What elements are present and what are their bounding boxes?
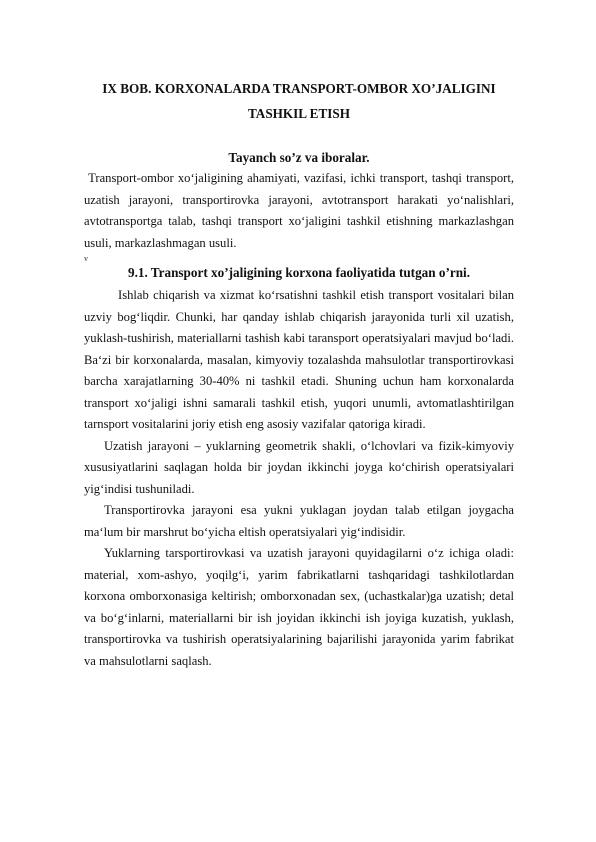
body-paragraph-3: Transportirovka jarayoni esa yukni yuklagan joydan talab etilgan joygacha ma‘lum bir marshrut bo‘yicha eltish operatsiyalari yig‘indisidir. — [84, 503, 514, 539]
document-page — [84, 76, 518, 672]
body-paragraph-4: Yuklarning tarsportirovkasi va uzatish jarayoni quyidagilarni o‘z ichiga oladi: material, xom-ashyo, yoqilg‘i, yarim fabrikatlarni tashqaridagi tashkilotlardan korxona omborxonasiga keltirish; omborxonadan sex, (uchastkalar)ga uzatish; detal va bo‘g‘inlarni, materiallarni bir ish joyidan ikkinchi ish joyiga kuzatish, yuklash, transportirovka va tushirish operatsiyalarining bajarilishi jarayonida yarim fabrikat va mahsulotlarni saqlash. — [84, 546, 514, 668]
margin-marker: v — [84, 254, 88, 263]
body-paragraph-1: Ishlab chiqarish va xizmat ko‘rsatishni tashkil etish transport vositalari bilan uzviy bog‘liqdir. Chunki, har qanday ishlab chiqarish jarayonida turli xil uzatish, yuklash-tushirish, materiallarni tashish kabi taransport operatsiyalari mavjud bo‘ladi. Ba‘zi bir korxonalarda, masalan, kimyoviy tozalashda mahsulotlar transportirovkasi barcha xarajatlarning 30-40% ni tashkil etadi. Shuning uchun ham korxonalarda transport xo‘jaligi ishni samarali tashkil etish, yuqori unumli, avtomatlashtirilgan tarnsport vositalarini joriy etish eng asosiy vazifalar qatoriga kiradi. — [84, 288, 514, 431]
body-paragraph-2: Uzatish jarayoni – yuklarning geometrik shakli, o‘lchovlari va fizik-kimyoviy xususiyatlarini saqlagan holda bir joydan ikkinchi joyga ko‘chirish operatsiyalari yig‘indisi tushuniladi. — [84, 438, 514, 496]
section-heading: 9.1. Transport xo’jaligining korxona faoliyatida tutgan o’rni. — [127, 265, 471, 280]
keywords-paragraph: Transport-ombor xo‘jaligining ahamiyati, vazifasi, ichki transport, tashqi transport, uzatish jarayoni, transportirovka jarayoni, avtotransport harakati yo‘nalishlari, avtotransportga talab, tashqi transport xo‘jaligini tashkil etishning markazlashgan usuli, markazlashmagan usuli. — [84, 171, 518, 250]
chapter-title-line-1: IX BOB. KORXONALARDA TRANSPORT-OMBOR XO’JALIGINI — [102, 81, 496, 96]
chapter-title — [84, 76, 514, 126]
chapter-title-line-2: TASHKIL ETISH — [247, 106, 350, 121]
keywords-heading: Tayanch so’z va iboralar. — [228, 150, 370, 165]
